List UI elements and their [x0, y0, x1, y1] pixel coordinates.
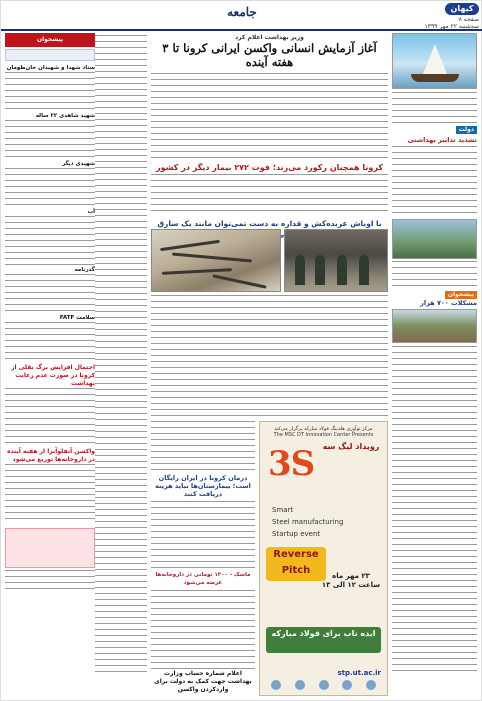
tag-pishkhan: پیشخوان	[445, 291, 477, 299]
police-officers-photo	[284, 229, 388, 292]
right-head-2: مشکلات ۷۰۰ هزار	[420, 299, 477, 308]
section-title: جامعه	[227, 5, 257, 19]
ad-sponsor-logos	[264, 680, 383, 692]
main-story-body	[151, 73, 388, 159]
ship-caption-lines	[392, 92, 477, 104]
donation-account-head: اعلام شماره حساب وزارت بهداشت جهت کمک به دولت برای واردکردن واکسن	[154, 670, 252, 693]
issue-date: سه‌شنبه ۲۲ مهر ۱۳۹۹	[424, 23, 479, 30]
ad-foulad-banner: ایده ناب برای فولاد مبارکه	[266, 627, 381, 653]
ad-title: رویداد لیگ سه	[322, 442, 380, 451]
ad-reverse-pitch: Reverse Pitch	[266, 547, 326, 581]
notice-box	[5, 528, 95, 568]
left-head-6: سلامت FATF	[59, 315, 95, 321]
left-head-2: شهید شاهدی ۲۲ ساله	[35, 113, 95, 119]
kayhan-logo: کیهان	[445, 3, 479, 15]
ad-date: ۲۳ مهر ماه ساعت ۱۲ الی ۱۳	[321, 572, 381, 589]
tag-dolat: دولت	[456, 126, 477, 134]
city-photo	[392, 219, 477, 259]
mask-head: ماسک - ۱۳۰۰ تومانی در داروخانه‌ها عرضه می‌شود	[155, 572, 251, 586]
right-head-1: تشدید تدابیر بهداشتی	[407, 136, 477, 145]
innovation-event-ad	[259, 421, 388, 696]
left-bottom-head-2: واکسن آنفلوآنزا از هفته آینده در داروخانه‌ها توزیع می‌شود	[7, 448, 95, 463]
left-strip	[5, 49, 95, 61]
seized-weapons-photo	[151, 229, 281, 292]
middle-text-column	[95, 35, 147, 675]
sponsor-logo	[342, 680, 352, 690]
sponsor-logo	[295, 680, 305, 690]
sponsor-logo	[366, 680, 376, 690]
police-body	[151, 295, 388, 419]
police-banner: با اوباش عربده‌کش و قداره به دست تمی‌توان مانند یک سارق	[157, 219, 382, 228]
left-head-4: آب	[87, 209, 95, 215]
sponsor-logo	[319, 680, 329, 690]
left-head-3: شهیدی دیگر	[62, 161, 95, 167]
corona-body	[151, 174, 388, 216]
left-head-1: ستاد شهدا و شهیدان خان‌طومان	[6, 65, 95, 71]
middle-lower-column	[151, 421, 255, 696]
masthead	[1, 1, 482, 31]
main-headline: آغاز آزمایش انسانی واکسن ایرانی کرونا تا ۳ هفته آینده	[162, 41, 377, 70]
main-kicker: وزیر بهداشت اعلام کرد	[235, 34, 304, 41]
right-column	[392, 33, 477, 698]
free-treatment-head: درمان کرونا در ایران رایگان است؛ بیمارستان‌ها نباید هزینه دریافت کنند	[155, 474, 251, 498]
ad-sss-lines: Smart Steel manufacturing Startup event	[272, 506, 344, 538]
left-column	[5, 33, 95, 698]
ad-website: stp.ut.ac.ir	[337, 669, 381, 677]
corona-banner: کرونا همچنان رکورد می‌زند؛ فوت ۲۷۲ بیمار دیگر در کشور	[156, 163, 383, 172]
page-number: صفحه ۸	[458, 16, 479, 23]
flood-photo	[392, 309, 477, 343]
left-bottom-head-1: احتمال افزایش برگ نقلی از کرونا در صورت عدم رعایت بهداشت	[11, 364, 95, 387]
main-story	[151, 35, 388, 75]
ship-photo	[392, 33, 477, 89]
sponsor-logo	[271, 680, 281, 690]
ad-3s-logo: 3S	[268, 444, 315, 484]
left-head-5: گذرنامه	[74, 267, 95, 273]
left-banner: پیشخوان	[5, 33, 95, 47]
ad-presenter: مرکز نوآوری هلدینگ فولاد مبارکه پرگزار می‌کند The MSC DT Innovation Center Presents	[273, 426, 374, 438]
